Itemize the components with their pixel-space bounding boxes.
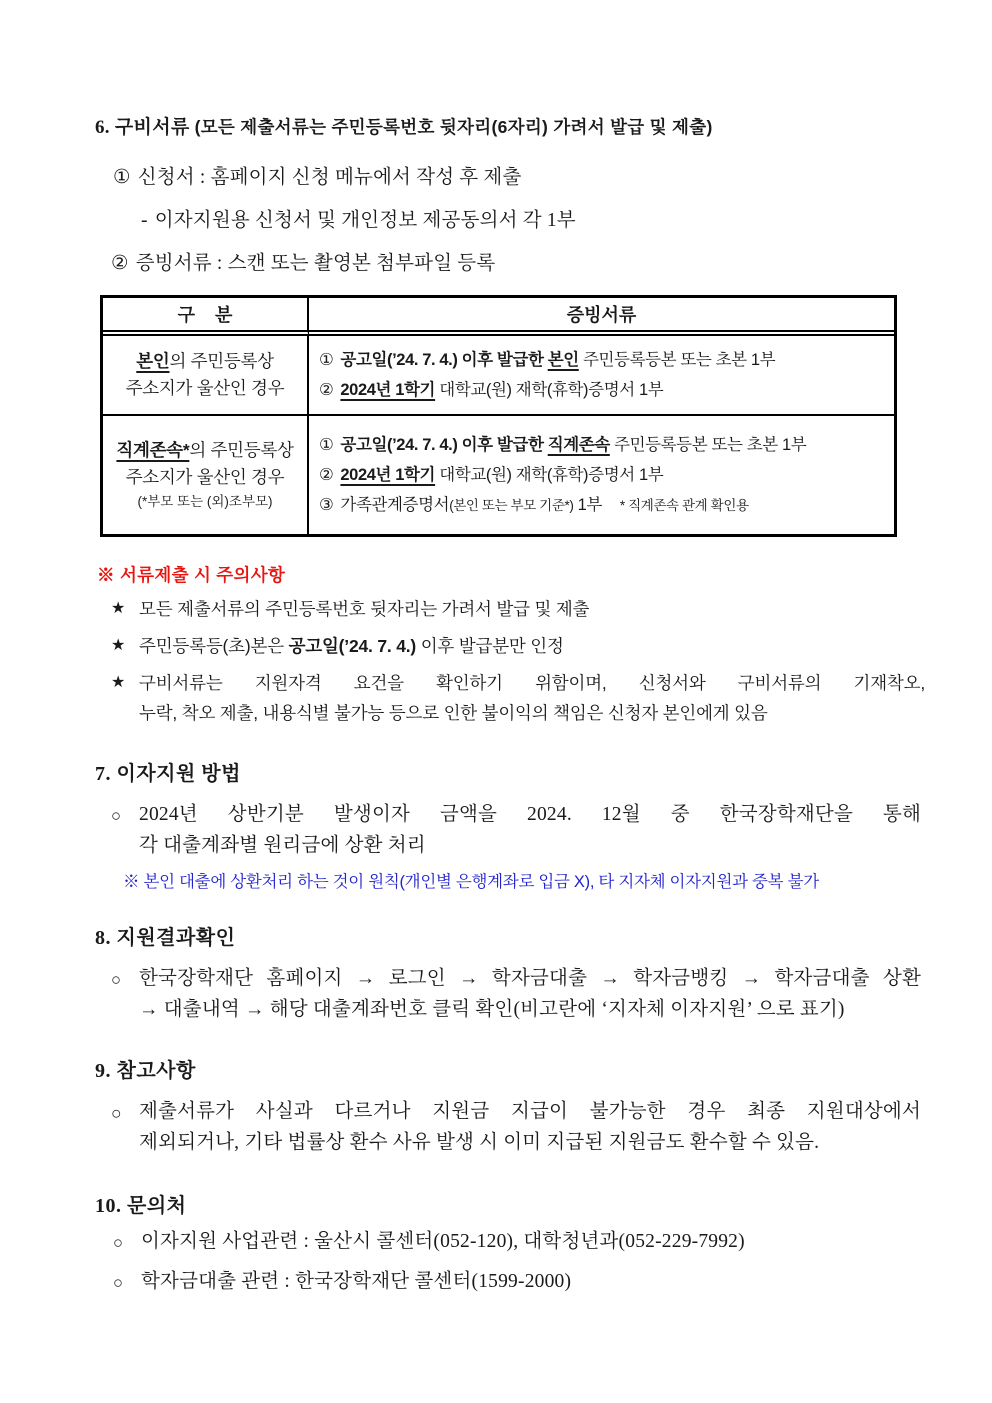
section-7-note: ※ 본인 대출에 상환처리 하는 것이 원칙(개인별 은행계좌로 입금 X), 타 지자체 이자지원과 중복 불가 <box>123 873 819 891</box>
caution-item-3 <box>111 668 934 728</box>
table-header-category <box>103 298 309 336</box>
section-9-item-text: 제출서류가 사실과 다르거나 지원금 지급이 불가능한 경우 최종 지원대상에서 제외되거나, 기타 법률상 환수 사유 발생 시 이미 지급된 지원금도 환수할 수 있음. <box>139 1101 921 1153</box>
caution-item-2-text: 주민등록등(초)본은 공고일(’24. 7. 4.) 이후 발급분만 인정 <box>139 636 564 656</box>
table-header-evidence-label: 증빙서류 <box>566 305 637 325</box>
table-header-row <box>103 298 894 336</box>
circled-1: ① <box>319 351 334 369</box>
table-cell-self-evidence <box>309 336 894 416</box>
circle-bullet: ○ <box>113 1234 124 1252</box>
self-category-line-2: 주소지가 울산인 경우 <box>125 378 285 398</box>
circled-1: ① <box>113 167 131 188</box>
table-header-evidence <box>309 298 894 336</box>
section-9-heading: 9. 참고사항 <box>95 1060 196 1082</box>
self-evidence-line-1: ① 공고일(’24. 7. 4.) 이후 발급한 본인 주민등록등본 또는 초본 1부 <box>319 351 776 369</box>
self-evidence-line-2: ② 2024년 1학기 대학교(원) 재학(휴학)증명서 1부 <box>319 381 664 399</box>
table-cell-self-category <box>103 336 309 416</box>
ascendant-category-line-2: 주소지가 울산인 경우 <box>125 467 285 487</box>
self-category-line-1: 본인의 주민등록상 <box>136 351 274 371</box>
section-10-item-2-text: 학자금대출 관련 : 한국장학재단 콜센터(1599-2000) <box>141 1271 572 1292</box>
star-bullet: ★ <box>111 637 126 654</box>
caution-item-1-text: 모든 제출서류의 주민등록번호 뒷자리는 가려서 발급 및 제출 <box>139 599 590 619</box>
section-8-item-text: 한국장학재단 홈페이지 → 로그인 → 학자금대출 → 학자금뱅킹 → 학자금대출 상환 → 대출내역 → 해당 대출계좌번호 클릭 확인(비고란에 ‘지자체 이자지원’ 으로 표기) <box>139 968 921 1020</box>
caution-item-1 <box>111 594 934 624</box>
section-9-item <box>111 1096 934 1158</box>
star-bullet: ★ <box>111 674 126 691</box>
section-8-item <box>111 963 934 1025</box>
circled-3: ③ <box>319 495 334 514</box>
ascendant-category-note: (*부모 또는 (외)조부모) <box>137 494 273 509</box>
circled-2: ② <box>319 465 334 484</box>
section-6-item-2 <box>111 247 934 275</box>
section-6-title: 6. 구비서류 <box>95 117 195 138</box>
table-cell-ascendant-category <box>103 416 309 534</box>
ascendant-evidence-line-1: ① 공고일(’24. 7. 4.) 이후 발급한 직계존속 주민등록등본 또는 초본 1부 <box>319 435 807 454</box>
circled-2: ② <box>111 253 129 274</box>
section-10-item-1-text: 이자지원 사업관련 : 울산시 콜센터(052-120), 대학청년과(052-229-7992) <box>141 1231 745 1252</box>
section-10-item-2 <box>113 1267 934 1298</box>
circled-1: ① <box>319 435 334 454</box>
caution-item-2 <box>111 631 934 661</box>
circle-bullet: ○ <box>113 1274 124 1292</box>
submission-caution-heading: ※ 서류제출 시 주의사항 <box>97 565 286 585</box>
section-7-item-text: 2024년 상반기분 발생이자 금액을 2024. 12월 중 한국장학재단을 통해 각 대출계좌별 원리금에 상환 처리 <box>139 804 921 856</box>
table-row-self <box>103 336 894 416</box>
ascendant-evidence-line-2: ② 2024년 1학기 대학교(원) 재학(휴학)증명서 1부 <box>319 465 664 484</box>
section-6-heading-paren: (모든 제출서류는 주민등록번호 뒷자리(6자리) 가려서 발급 및 제출) <box>194 117 713 137</box>
section-6-item-1-text: 신청서 : 홈페이지 신청 메뉴에서 작성 후 제출 <box>137 167 522 188</box>
circle-bullet: ○ <box>111 1103 122 1123</box>
ascendant-evidence-line-3: ③ 가족관계증명서(본인 또는 부모 기준*) 1부 * 직계존속 관계 확인용 <box>319 495 749 514</box>
table-cell-ascendant-evidence <box>309 416 894 534</box>
circled-2: ② <box>319 381 334 399</box>
ascendant-category-line-1: 직계존속*의 주민등록상 <box>116 440 294 460</box>
evidence-table <box>100 295 897 537</box>
section-6-heading <box>95 112 934 139</box>
dash-bullet: - <box>141 210 148 231</box>
ascendant-evidence-footnote: * 직계존속 관계 확인용 <box>619 497 749 513</box>
star-bullet: ★ <box>111 600 126 617</box>
section-6-item-1 <box>113 161 934 189</box>
section-10-heading: 10. 문의처 <box>95 1195 187 1217</box>
section-6-item-2-text: 증빙서류 : 스캔 또는 촬영본 첨부파일 등록 <box>135 253 496 274</box>
circle-bullet: ○ <box>111 971 122 989</box>
section-6-sub-item-text: 이자지원용 신청서 및 개인정보 제공동의서 각 1부 <box>154 210 576 231</box>
section-8-heading: 8. 지원결과확인 <box>95 927 236 949</box>
section-7-heading: 7. 이자지원 방법 <box>95 763 241 785</box>
table-header-category-label: 구 분 <box>177 305 233 325</box>
table-row-lineal-ascendant <box>103 416 894 534</box>
caution-item-3-text: 구비서류는 지원자격 요건을 확인하기 위함이며, 신청서와 구비서류의 기재착오, 누락, 착오 제출, 내용식별 불가능 등으로 인한 불이익의 책임은 신청자 본인에게 있음 <box>139 673 925 723</box>
section-6-sub-item <box>141 204 934 232</box>
section-10-item-1 <box>113 1227 934 1258</box>
section-7-item <box>111 799 934 861</box>
circle-bullet: ○ <box>111 807 122 825</box>
